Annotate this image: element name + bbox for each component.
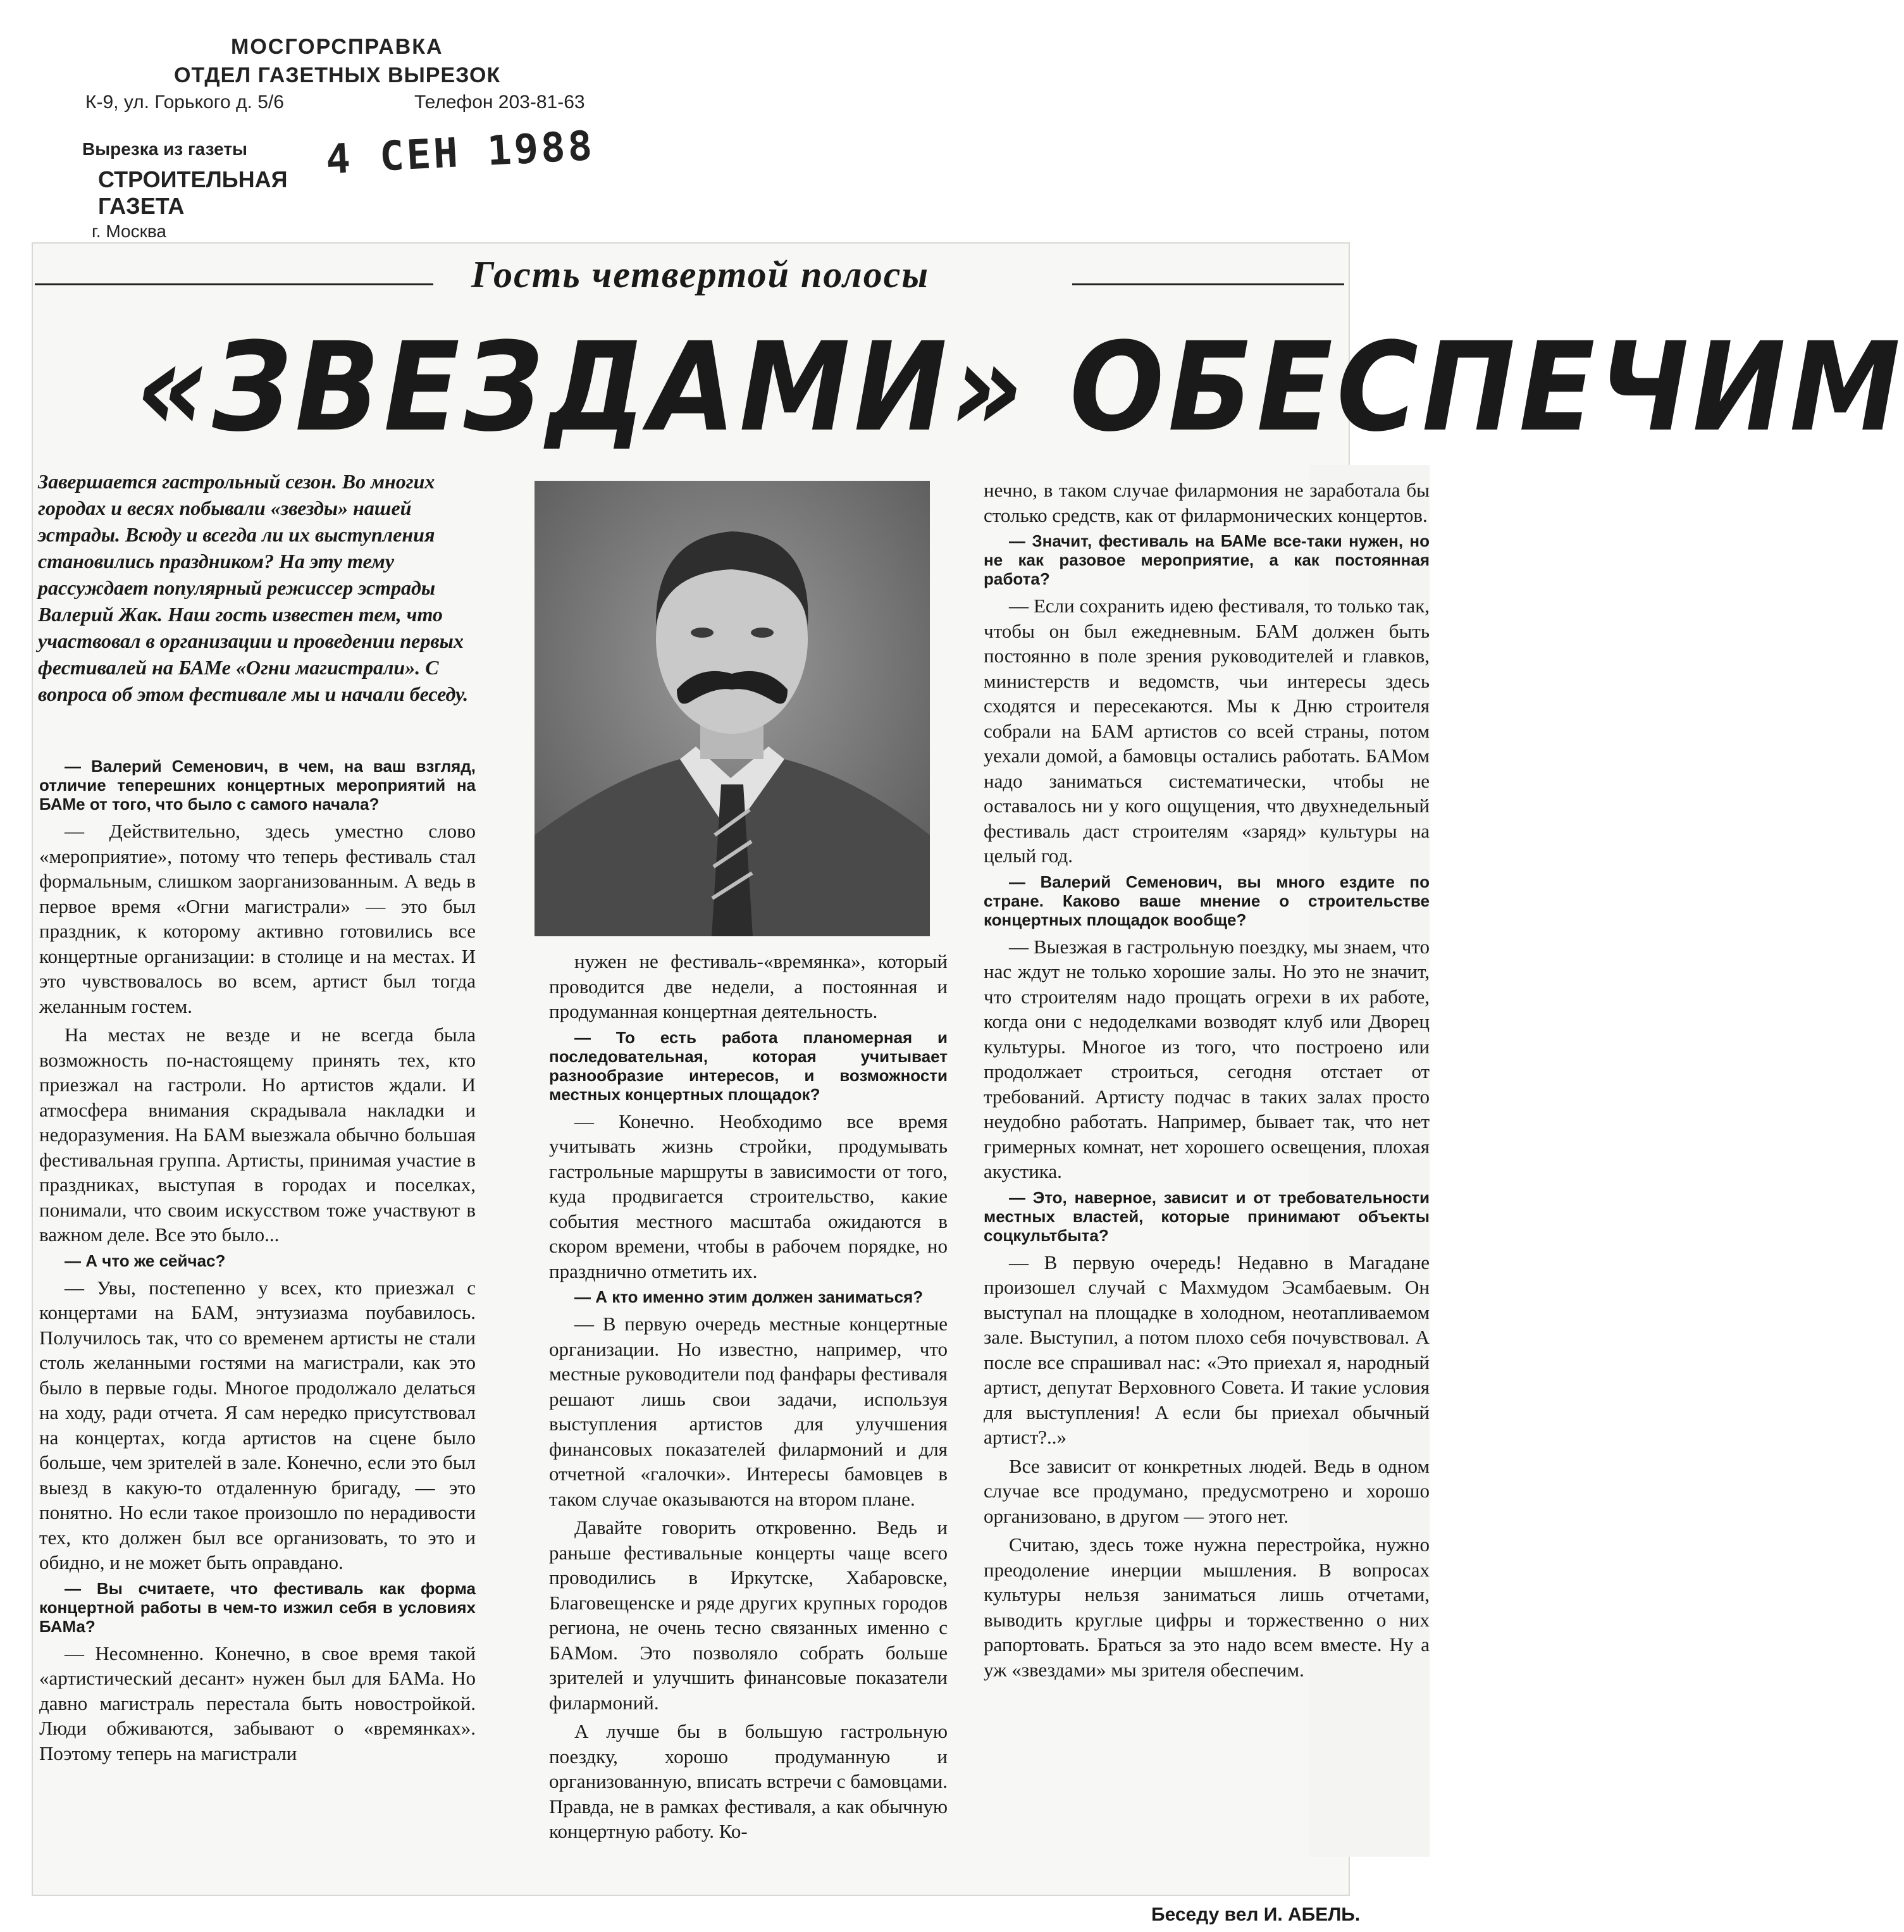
article-paragraph: На местах не везде и не всегда была возможность по-настоящему принять тех, кто приезжал на гастроли. Но артистов ждали. И атмосфера внимания скрадывала накладки и недоразумения. На БАМ выезжала обычно большая фестивальная группа. Артисты, принимая участие в праздниках, выступая в городах и поселках, понимали, что своим искусством тоже участвуют в важном деле. Все это было...	[39, 1024, 476, 1246]
portrait-image	[535, 481, 930, 936]
interview-question: — Валерий Семенович, в чем, на ваш взгляд, отличие теперешних концертных мероприятий на БАМе от того, что было с самого начала?	[39, 757, 476, 814]
rubric	[35, 253, 1344, 297]
rubric-title: Гость четвертой полосы	[471, 254, 929, 295]
interview-question: — А кто именно этим должен заниматься?	[574, 1287, 924, 1306]
interview-question: — А что же сейчас?	[65, 1251, 226, 1270]
interview-question: — Вы считаете, что фестиваль как форма концертной работы в чем-то изжил себя в условиях БАМа?	[39, 1578, 476, 1636]
article-paragraph: Считаю, здесь тоже нужна перестройка, нужно преодоление инерции мышления. В вопросах культуры нельзя заниматься лишь отчетами, выводить круглые цифры и торжественно о них рапортовать. Браться за это надо всем вместе. Ну а уж «звездами» мы зрителя обеспечим.	[984, 1533, 1430, 1681]
stamp-agency: МОСГОРСПРАВКА	[231, 35, 443, 59]
author-credit: Беседу вел И. АБЕЛЬ.	[1151, 1904, 1361, 1925]
article-paragraph: — Действительно, здесь уместно слово «мероприятие», потому что теперь фестиваль стал формальным, слишком заорганизованным. А ведь в первое время «Огни магистрали» — это был праздник, к которому активно готовились все концертные организации: в столице и на местах. И это чувствовалось во всем, артист был тогда желанным гостем.	[39, 820, 476, 1017]
article-paragraph: Давайте говорить откровенно. Ведь и раньше фестивальные концерты чаще всего проводились в Иркутске, Хабаровске, Благовещенске и ряде других крупных городов региона, не очень тесно связанных именно с БАМом. Это позволяло собрать больше зрителей и улучшить финансовые показатели филармоний.	[549, 1516, 948, 1714]
stamp-cutting-label: Вырезка из газеты	[82, 139, 247, 159]
stamp-date: 4 СЕН 1988	[325, 122, 596, 184]
article-paragraph: — В первую очередь местные концертные организации. Но известно, например, что местные руководители под фанфары фестиваля решают лишь свои задачи, используя выступления артистов для улучшения финансовых показателей филармоний и для отчетной «галочки». Интересы бамовцев в таком случае оказываются на втором плане.	[549, 1313, 948, 1510]
interview-question: — Это, наверное, зависит и от требовательности местных властей, которые принимают объекты соцкультбыта?	[984, 1187, 1430, 1245]
archive-stamp	[73, 28, 598, 241]
rubric-rule-left	[35, 283, 433, 285]
article-paragraph: — Выезжая в гастрольную поездку, мы знаем, что нас ждут не только хорошие залы. Но это не значит, что строителям надо прощать огрехи в их работе, когда они с недоделками возводят клуб или Дворец культуры. Многое из того, что построено или продолжает строиться, сегодня отстает от требований. Артисту подчас в таких залах просто неудобно работать. Например, бывает так, что нет гримерных комнат, нет хорошего освещения, плохая акустика.	[984, 935, 1430, 1182]
article-paragraph: — Если сохранить идею фестиваля, то только так, чтобы он был ежедневным. БАМ должен быть постоянно в поле зрения руководителей и главков, министерств и ведомств, чьи интересы здесь сходятся и пересекаются. Мы к Дню строителя собрали на БАМ артистов со всей страны, потом уехали домой, а бамовцы остались работать. БАМом надо заниматься систематически, чтобы не оставалось ни у кого ощущения, что двухнедельный фестиваль даст строителям «заряд» культуры на целый год.	[984, 595, 1430, 867]
interview-question: — Значит, фестиваль на БАМе все-таки нужен, но не как разовое мероприятие, а как постоянная работа?	[984, 531, 1430, 588]
stamp-address: К-9, ул. Горького д. 5/6	[85, 92, 284, 113]
article-paragraph: А лучше бы в большую гастрольную поездку, хорошо продуманную и организованную, вписать встречи с бамовцами. Правда, не в рамках фестиваля, а как обычную концертную работу. Ко-	[549, 1720, 948, 1842]
stamp-department: ОТДЕЛ ГАЗЕТНЫХ ВЫРЕЗОК	[174, 63, 501, 87]
rubric-rule-right	[1072, 283, 1344, 285]
headline: «ЗВЕЗДАМИ» ОБЕСПЕЧИМ	[136, 316, 1904, 459]
interview-question: — Валерий Семенович, вы много ездите по стране. Каково ваше мнение о строительстве концертных площадок вообще?	[984, 872, 1430, 929]
article-paragraph: Все зависит от конкретных людей. Ведь в одном случае все продумано, предусмотрено и хорошо организовано, в другом — этого нет.	[984, 1454, 1430, 1527]
stamp-city: г. Москва	[92, 221, 166, 241]
article-paragraph: нечно, в таком случае филармония не заработала бы столько средств, как от филармонических концертов.	[984, 479, 1430, 526]
stamp-newspaper: СТРОИТЕЛЬНАЯ ГАЗЕТА	[98, 166, 288, 219]
article-column-2	[549, 949, 948, 1848]
article-column-3	[984, 478, 1430, 1686]
article-paragraph: — Увы, постепенно у всех, кто приезжал с концертами на БАМ, энтузиазма поубавилось. Получилось так, что со временем артисты не стали столь желанными гостями на магистрали, как это было в первые годы. Многое продолжало делаться на ходу, ради отчета. Я сам нередко присутствовал на концертах, когда артистов на сцене было больше, чем зрителей в зале. Конечно, если это был выезд в какую-то отдаленную бригаду, — это понятно. Но если такое произошло по нерадивости тех, кто должен был все организовать, то это и обидно, и не может быть оправдано.	[39, 1276, 476, 1573]
article-paragraph: нужен не фестиваль-«времянка», который проводится две недели, а постоянная и продуманная концертная деятельность.	[549, 950, 948, 1022]
portrait-photo	[535, 481, 930, 936]
article-paragraph: — Несомненно. Конечно, в свое время такой «артистический десант» нужен был для БАМа. Но давно магистраль перестала быть новостройкой. Люди обживаются, забывают о «времянках». Поэтому теперь на магистрали	[39, 1642, 476, 1764]
interview-question: — То есть работа планомерная и последовательная, которая учитывает разнообразие интересов, и возможности местных концертных площадок?	[549, 1027, 948, 1104]
article-column-1	[39, 753, 476, 1769]
lead-paragraph: Завершается гастрольный сезон. Во многих городах и весях побывали «звезды» нашей эстрады. Всюду и всегда ли их выступления становились праздником? На эту тему рассуждает популярный режиссер эстрады Валерий Жак. Наш гость известен тем, что участвовал в организации и проведении первых фестивалей на БАМе «Огни магистрали». С вопроса об этом фестивале мы и начали беседу.	[38, 470, 469, 705]
article-paragraph: — Конечно. Необходимо все время учитывать жизнь стройки, продумывать гастрольные маршруты в зависимости от того, куда продвигается строительство, какие события местного масштаба ожидаются в скором времени, чтобы в рабочем порядке, но празднично отметить их.	[549, 1110, 948, 1282]
article-paragraph: — В первую очередь! Недавно в Магадане произошел случай с Махмудом Эсамбаевым. Он выступал на площадке в холодном, неотапливаемом зале. Выступил, а потом плохо себя почувствовал. А после все спрашивал нас: «Это приехал я, народный артист, депутат Верховного Совета. И такие условия для выступления! А если бы приехал обычный артист?..»	[984, 1251, 1430, 1448]
stamp-phone: Телефон 203-81-63	[414, 92, 585, 113]
